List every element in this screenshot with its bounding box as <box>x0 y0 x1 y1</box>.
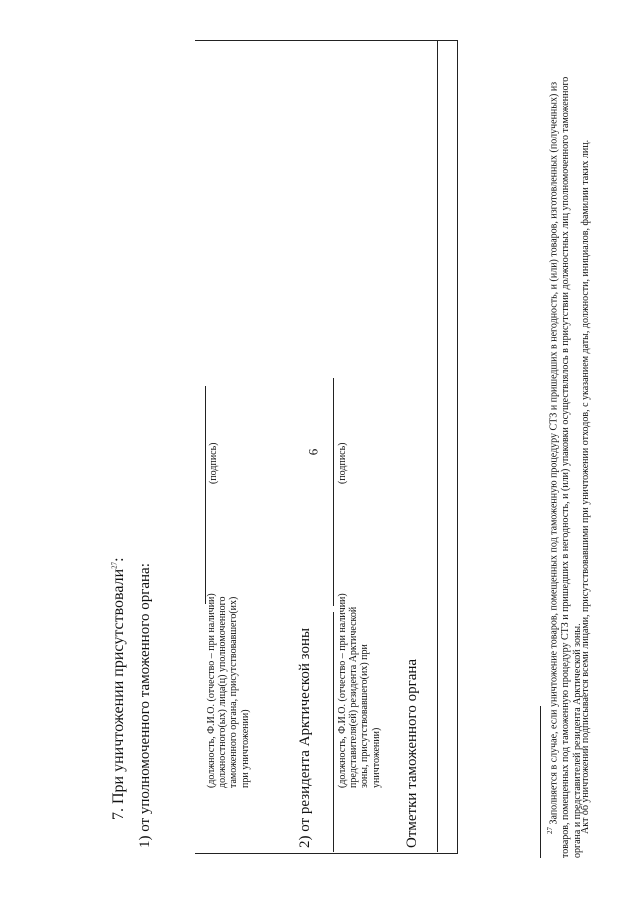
sub-title-customs: 1) от уполномоченного таможенного органа: <box>137 563 153 848</box>
resident-caption: (должность, Ф.И.О. (отчество – при наличии) представителя(ей) резидента Арктической зоны, присутствовавшего(их) при уничтожении) <box>337 593 382 788</box>
customs-officer-caption: (должность, Ф.И.О. (отчество – при наличии) должностного(ых) лица(ц) уполномоченного таможенного органа, присутствовавшего(их) при уничтожении) <box>206 593 251 788</box>
page-number: 6 <box>305 448 321 456</box>
section-title-colon: : <box>110 557 127 562</box>
resident-caption-line <box>333 612 334 852</box>
resident-signature-caption: (подпись) <box>337 442 348 484</box>
section-title-text: 7. При уничтожении присутствовали <box>110 568 127 820</box>
footnote-act-signing: Акт об уничтожении подписывается всеми лицами, присутствовавшими при уничтожении отходов, с указанием даты, должности, инициалов, фамилии таких лиц. <box>580 139 591 834</box>
footnote-27 <box>544 46 584 858</box>
customs-signature-line <box>205 386 206 604</box>
customs-marks-title: Отметки таможенного органа <box>404 658 420 848</box>
footnote-text: Заполняется в случае, если уничтожение товаров, помещенных под таможенную процедуру СТЗ и пришедших в негодность, и (или) товаров, изготовленных (полученных) из товаров, помещенных под таможенную процедуру СТЗ и пришедших в негодность, и (или) упаковки осуществлялось в присутствии должностных лиц уполномоченного таможенного органа и представителей резидента Арктической зоны. <box>548 76 584 858</box>
footnote-separator <box>540 706 541 858</box>
footnote-number: 27 <box>546 827 554 834</box>
resident-signature-line <box>333 378 334 606</box>
sub-title-resident: 2) от резидента Арктической зоны <box>297 627 313 848</box>
customs-marks-line <box>437 40 438 852</box>
section-title <box>110 557 128 820</box>
footnote-ref: 27 <box>110 561 119 569</box>
customs-signature-caption: (подпись) <box>208 442 219 484</box>
